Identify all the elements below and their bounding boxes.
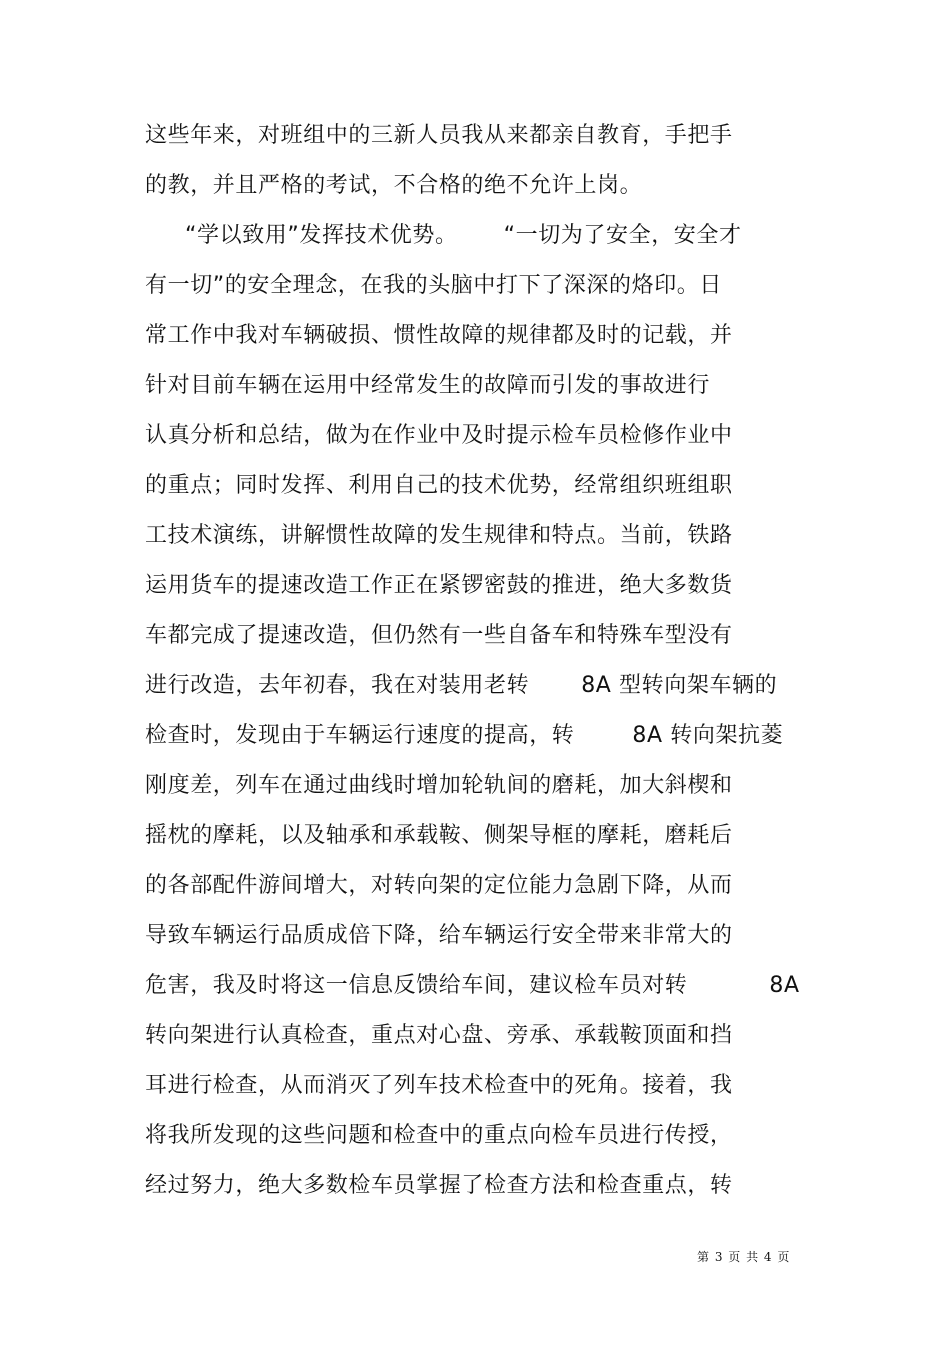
line-text: 车都完成了提速改造，但仍然有一些自备车和特殊车型没有	[145, 623, 733, 648]
text-line	[145, 771, 733, 801]
text-line	[145, 171, 642, 201]
text-line	[145, 1121, 733, 1151]
line-text: 8A	[769, 973, 800, 998]
text-line	[145, 671, 777, 701]
line-text: “学以致用”发挥技术优势。	[185, 223, 458, 248]
line-text: 的教，并且严格的考试，不合格的绝不允许上岗。	[145, 173, 643, 198]
line-text: 有一切”的安全理念，在我的头脑中打下了深深的烙印。日	[145, 273, 722, 298]
text-line	[185, 221, 742, 251]
text-line	[145, 121, 733, 151]
line-text: 常工作中我对车辆破损、惯性故障的规律都及时的记载，并	[145, 323, 733, 348]
line-text: 的各部配件游间增大，对转向架的定位能力急剧下降，从而	[145, 873, 733, 898]
page-footer: 第 3 页 共 4 页	[697, 1250, 791, 1264]
text-line	[145, 821, 733, 851]
text-line	[145, 1021, 733, 1051]
line-text: “一切为了安全，安全才	[503, 223, 742, 248]
line-text: 经过努力，绝大多数检车员掌握了检查方法和检查重点，转	[145, 1173, 733, 1198]
text-line	[145, 621, 733, 651]
line-text: 摇枕的摩耗，以及轴承和承载鞍、侧架导框的摩耗，磨耗后	[145, 823, 733, 848]
text-line	[145, 271, 722, 301]
line-text: 针对目前车辆在运用中经常发生的故障而引发的事故进行	[145, 373, 711, 398]
text-line	[145, 1171, 733, 1201]
text-line	[145, 521, 733, 551]
line-text: 的重点；同时发挥、利用自己的技术优势，经常组织班组职	[145, 473, 733, 498]
text-line	[145, 1071, 733, 1101]
text-line	[145, 471, 733, 501]
line-text: 危害，我及时将这一信息反馈给车间，建议检车员对转	[145, 973, 688, 998]
line-text: 运用货车的提速改造工作正在紧锣密鼓的推进，绝大多数货	[145, 573, 733, 598]
text-line	[145, 721, 783, 751]
line-text: 转向架进行认真检查，重点对心盘、旁承、承载鞍顶面和挡	[145, 1023, 733, 1048]
text-line	[145, 921, 733, 951]
line-text: 将我所发现的这些问题和检查中的重点向检车员进行传授，	[145, 1123, 733, 1148]
text-line	[145, 371, 710, 401]
text-line	[145, 571, 733, 601]
text-line	[145, 971, 800, 1001]
text-line	[145, 421, 733, 451]
line-text: 8A 转向架抗菱	[632, 723, 784, 748]
text-line	[145, 321, 733, 351]
line-text: 工技术演练，讲解惯性故障的发生规律和特点。当前，铁路	[145, 523, 733, 548]
line-text: 8A 型转向架车辆的	[581, 673, 778, 698]
line-text: 检查时，发现由于车辆运行速度的提高，转	[145, 723, 575, 748]
line-text: 耳进行检查，从而消灭了列车技术检查中的死角。接着，我	[145, 1073, 733, 1098]
line-text: 认真分析和总结，做为在作业中及时提示检车员检修作业中	[145, 423, 733, 448]
line-text: 刚度差，列车在通过曲线时增加轮轨间的磨耗，加大斜楔和	[145, 773, 733, 798]
text-line	[145, 871, 733, 901]
line-text: 这些年来，对班组中的三新人员我从来都亲自教育，手把手	[145, 123, 733, 148]
line-text: 导致车辆运行品质成倍下降，给车辆运行安全带来非常大的	[145, 923, 733, 948]
line-text: 进行改造，去年初春，我在对装用老转	[145, 673, 530, 698]
